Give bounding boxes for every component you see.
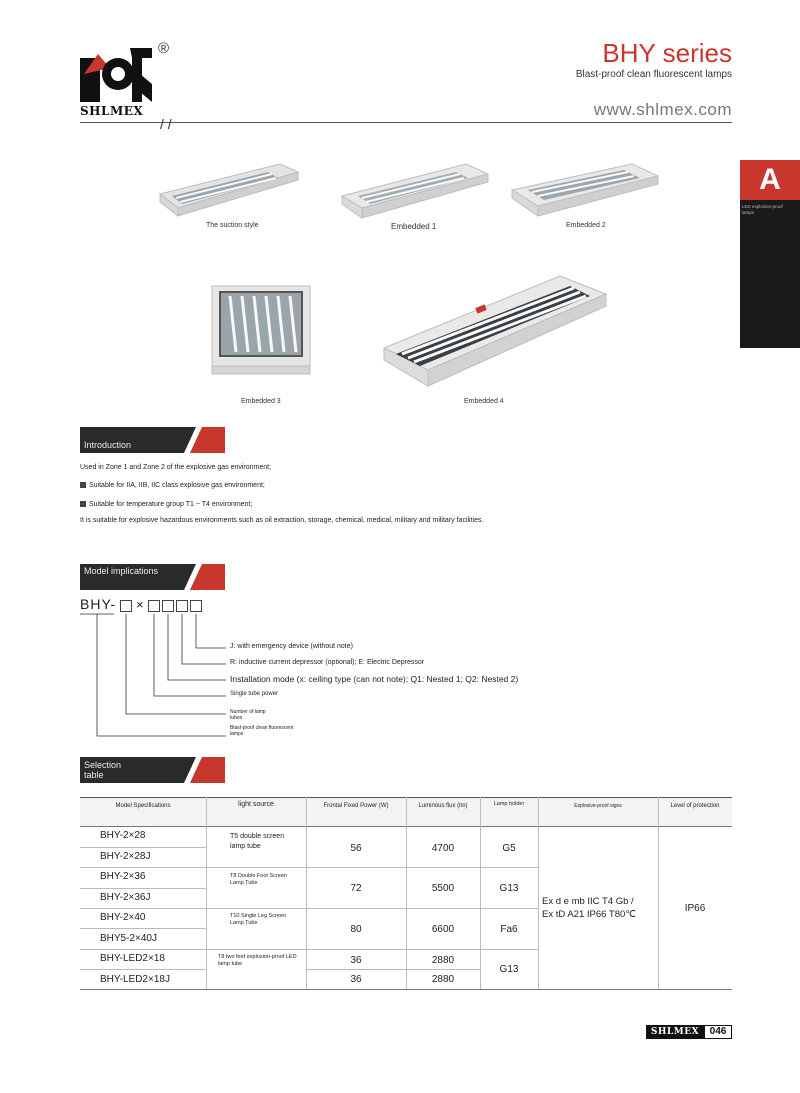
model-code-prefix: BHY- <box>80 596 117 612</box>
cell-flux: 2880 <box>431 974 455 985</box>
lamp-image-embedded-4 <box>380 272 610 390</box>
annotation-emergency: J: with emergency device (without note) <box>230 643 353 650</box>
intro-line-4: It is suitable for explosive hazardous environments such as oil extraction, storage, chemical, medical, military and military facilities. <box>80 517 484 524</box>
annotation-depressor: R: inductive current depressor (optional); E: Electric Depressor <box>230 659 425 666</box>
selection-table-heading: Selection table <box>84 760 122 780</box>
row-divider <box>80 847 206 848</box>
col-divider <box>658 797 659 989</box>
cell-model: BHY-2×36J <box>100 892 151 903</box>
caption-embedded-4: Embedded 4 <box>464 398 504 405</box>
header-protection: Level of protection <box>670 803 720 809</box>
series-title: BHY series <box>602 38 732 68</box>
cell-model: BHY-2×28 <box>100 830 146 841</box>
registered-mark: ® <box>158 40 170 57</box>
cell-flux: 4700 <box>431 843 455 854</box>
row-divider <box>80 949 538 950</box>
code-box-emergency <box>190 600 202 612</box>
page-number: 046 <box>704 1025 732 1039</box>
selection-table <box>80 797 732 990</box>
row-divider <box>80 969 206 970</box>
cell-power: 36 <box>350 955 362 966</box>
header-flux: Luminous flux (lm) <box>418 803 468 809</box>
cell-holder: Fa6 <box>500 924 518 935</box>
lamp-image-embedded-1 <box>338 160 490 222</box>
annotation-installation-mode: Installation mode (x: ceiling type (can not note); Q1: Nested 1; Q2: Nested 2) <box>230 674 519 684</box>
row-divider <box>80 908 538 909</box>
introduction-heading: Introduction <box>84 440 132 450</box>
caption-suction-style: The suction style <box>206 222 259 229</box>
cell-power: 36 <box>350 974 362 985</box>
cell-holder: G5 <box>502 843 516 854</box>
row-divider <box>80 867 538 868</box>
row-divider <box>80 888 206 889</box>
intro-line-1: Used in Zone 1 and Zone 2 of the explosive gas environment; <box>80 464 272 471</box>
cell-protection: IP66 <box>684 903 706 914</box>
model-implications-heading: Model implications <box>84 566 159 576</box>
website-url: www.shlmex.com <box>593 100 732 119</box>
cell-model: BHY-LED2×18J <box>100 974 170 985</box>
cell-light-source: T8 two feet explosion-proof LED lamp tube <box>218 954 297 967</box>
header-model: Model Specifications <box>115 803 171 809</box>
lamp-image-embedded-3 <box>206 282 316 382</box>
cell-model: BHY-2×36 <box>100 871 146 882</box>
footer-brand: SHLMEX <box>646 1025 704 1039</box>
cell-model: BHY-2×40 <box>100 912 146 923</box>
header-rule <box>80 122 732 123</box>
side-tab-letter: A <box>740 160 800 200</box>
caption-embedded-3: Embedded 3 <box>241 398 281 405</box>
header-holder: Lamp holder <box>493 801 525 807</box>
header-light-source: light source <box>238 801 274 808</box>
code-box-tubes <box>120 600 132 612</box>
header-power: Frontal Fixed Power (W) <box>323 803 389 809</box>
cell-flux: 5500 <box>431 883 455 894</box>
row-divider <box>80 928 206 929</box>
lamp-image-embedded-2 <box>508 160 660 222</box>
annotation-lamp-type: Blast-proof clean fluorescent lamps <box>230 725 294 737</box>
code-box-depressor <box>176 600 188 612</box>
header-slash-decoration: / / <box>160 116 172 132</box>
cell-holder: G13 <box>499 883 519 894</box>
cell-flux: 2880 <box>431 955 455 966</box>
brand-logo-mark <box>80 44 154 104</box>
cell-power: 56 <box>350 843 362 854</box>
cell-model: BHY5-2×40J <box>100 933 157 944</box>
caption-embedded-2: Embedded 2 <box>566 222 606 229</box>
annotation-tube-power: Single tube power <box>230 691 279 697</box>
header-explosion-sign: Explosive-proof signs <box>574 803 622 809</box>
cell-power: 72 <box>350 883 362 894</box>
row-divider <box>306 969 480 970</box>
caption-embedded-1: Embedded 1 <box>391 222 437 231</box>
cell-power: 80 <box>350 924 362 935</box>
annotation-tube-count: Number of lamp tubes <box>230 709 266 721</box>
bullet-icon <box>80 501 86 507</box>
bullet-icon <box>80 482 86 488</box>
code-times-sign: × <box>136 597 144 612</box>
cell-light-source: T8 Double Foot Screen Lamp Tube <box>230 873 287 886</box>
code-box-power <box>148 600 160 612</box>
table-bottom-rule <box>80 989 732 990</box>
cell-model: BHY-LED2×18 <box>100 953 165 964</box>
lamp-image-suction-style <box>150 158 300 220</box>
brand-name: SHLMEX <box>80 104 144 118</box>
col-divider <box>206 797 207 989</box>
cell-explosion-sign: Ex d e mb IIC T4 Gb / Ex tD A21 IP66 T80℃ <box>542 896 636 920</box>
intro-line-3: Suitable for temperature group T1 ~ T4 environment; <box>80 501 252 508</box>
intro-line-2: Suitable for IIA, IIB, IIC class explosive gas environment; <box>80 482 265 489</box>
model-leader-lines <box>80 612 240 742</box>
cell-model: BHY-2×28J <box>100 851 151 862</box>
cell-light-source: T5 double screen lamp tube <box>230 833 285 850</box>
series-subtitle: Blast-proof clean fluorescent lamps <box>575 69 732 80</box>
col-divider <box>538 797 539 989</box>
cell-holder: G13 <box>499 964 519 975</box>
cell-light-source: T10 Single Leg Screen Lamp Tube <box>230 913 286 926</box>
code-box-install <box>162 600 174 612</box>
cell-flux: 6600 <box>431 924 455 935</box>
side-tab-note: LED explosion-proof lamps <box>742 204 783 215</box>
